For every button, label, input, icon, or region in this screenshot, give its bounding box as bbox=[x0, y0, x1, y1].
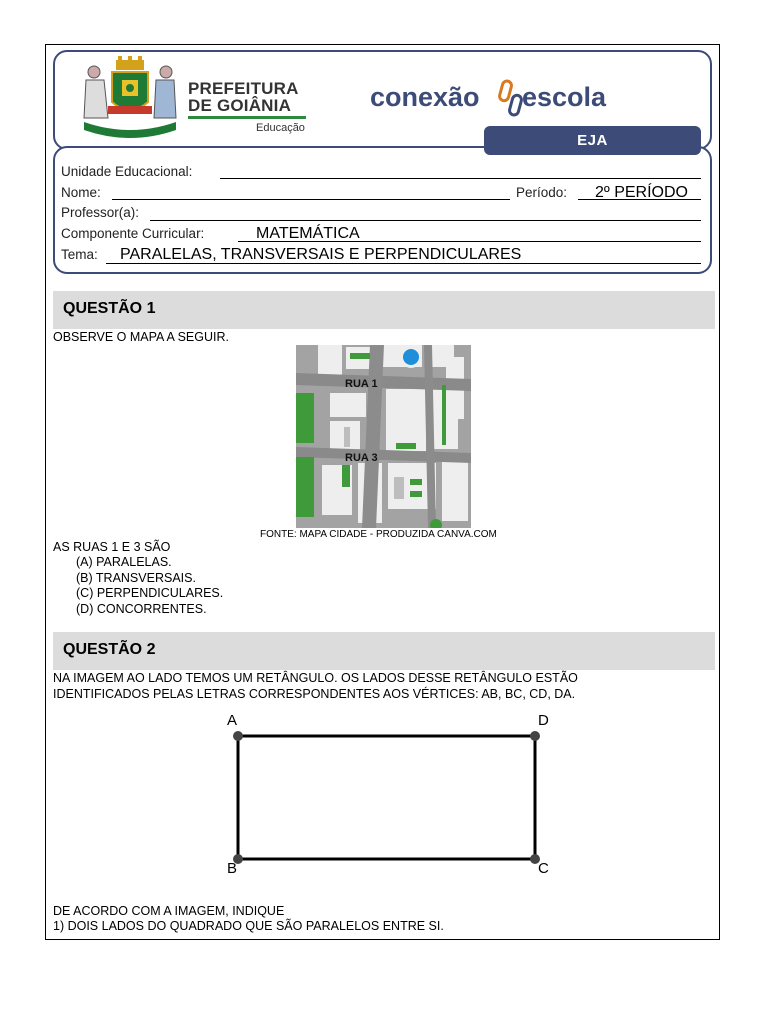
unidade-field[interactable] bbox=[220, 178, 701, 179]
map-label-rua-1: RUA 1 bbox=[345, 378, 378, 390]
question-2-title: QUESTÃO 2 bbox=[63, 641, 156, 658]
question-1-intro: OBSERVE O MAPA A SEGUIR. bbox=[53, 330, 229, 344]
city-seal-logo bbox=[78, 56, 182, 142]
vertex-a-point bbox=[233, 731, 243, 741]
unidade-label: Unidade Educacional: bbox=[61, 164, 193, 179]
tema-value: PARALELAS, TRANSVERSAIS E PERPENDICULARES bbox=[120, 246, 522, 263]
prefeitura-green-rule bbox=[188, 116, 306, 119]
question-2-instruction: DE ACORDO COM A IMAGEM, INDIQUE bbox=[53, 904, 285, 918]
vertex-a-label: A bbox=[227, 712, 238, 729]
brand-name-part2: escola bbox=[522, 82, 607, 112]
vertex-b-label: B bbox=[227, 860, 238, 877]
chain-link-icon bbox=[498, 78, 524, 118]
professor-field[interactable] bbox=[150, 220, 701, 221]
vertex-d-label: D bbox=[538, 712, 549, 729]
prefeitura-education-label: Educação bbox=[256, 122, 305, 134]
brand-name-part1: conexão bbox=[370, 82, 480, 112]
question-2-line-1: NA IMAGEM AO LADO TEMOS UM RETÂNGULO. OS LADOS DESSE RETÂNGULO ESTÃO bbox=[53, 671, 578, 685]
map-label-rua-3: RUA 3 bbox=[345, 452, 378, 464]
componente-value: MATEMÁTICA bbox=[256, 225, 360, 242]
vertex-d-point bbox=[530, 731, 540, 741]
question-1-header bbox=[53, 291, 715, 329]
question-2-header bbox=[53, 632, 715, 670]
map-caption: FONTE: MAPA CIDADE - PRODUZIDA CANVA.COM bbox=[260, 529, 497, 540]
nome-label: Nome: bbox=[61, 185, 101, 200]
question-2-item-1: 1) DOIS LADOS DO QUADRADO QUE SÃO PARALELOS ENTRE SI. bbox=[53, 919, 444, 933]
prefeitura-title-line1: PREFEITURA bbox=[188, 79, 299, 98]
tema-label: Tema: bbox=[61, 247, 98, 262]
rectangle-figure bbox=[220, 712, 560, 882]
prefeitura-title-line2: DE GOIÂNIA bbox=[188, 96, 292, 115]
componente-label: Componente Curricular: bbox=[61, 226, 205, 241]
question-1-prompt: AS RUAS 1 E 3 SÃO bbox=[53, 540, 171, 554]
professor-label: Professor(a): bbox=[61, 205, 140, 220]
vertex-c-label: C bbox=[538, 860, 549, 877]
city-map-image bbox=[296, 345, 471, 528]
nome-field[interactable] bbox=[112, 199, 510, 200]
option-c[interactable]: (C) PERPENDICULARES. bbox=[76, 586, 224, 600]
eja-tab: EJA bbox=[484, 126, 701, 155]
periodo-label: Período: bbox=[516, 185, 568, 200]
option-b[interactable]: (B) TRANSVERSAIS. bbox=[76, 571, 196, 585]
periodo-value: 2º PERÍODO bbox=[595, 184, 688, 201]
question-2-line-2: IDENTIFICADOS PELAS LETRAS CORRESPONDENTES AOS VÉRTICES: AB, BC, CD, DA. bbox=[53, 687, 576, 701]
option-a[interactable]: (A) PARALELAS. bbox=[76, 555, 172, 569]
option-d[interactable]: (D) CONCORRENTES. bbox=[76, 602, 207, 616]
question-1-title: QUESTÃO 1 bbox=[63, 300, 156, 317]
